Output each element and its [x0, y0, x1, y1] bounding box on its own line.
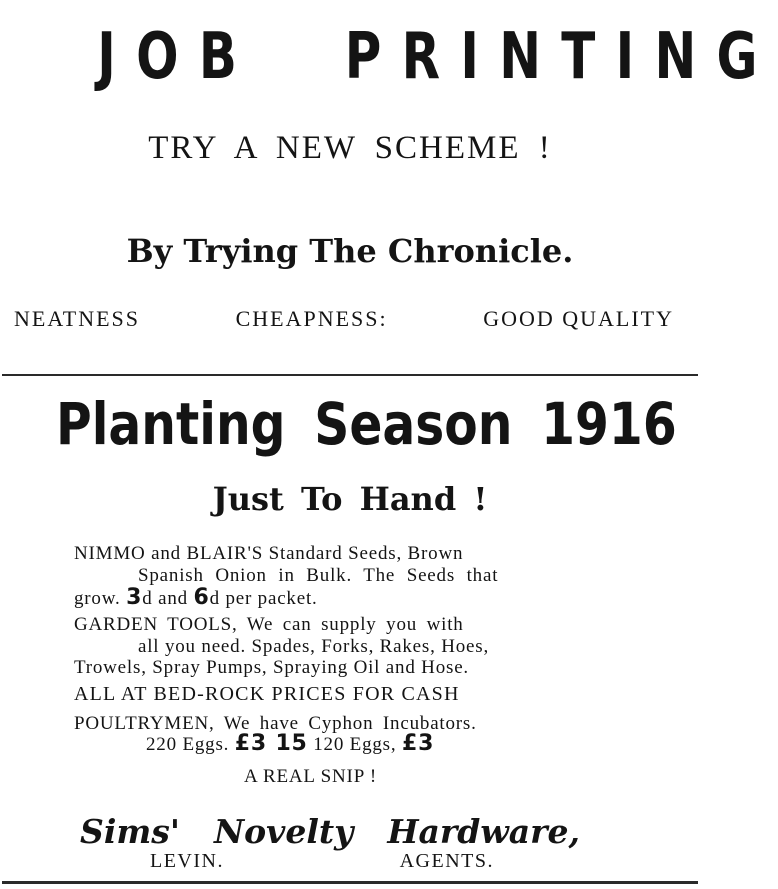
store-location: LEVIN. [150, 850, 224, 872]
store-name-word-1: Sims' [80, 812, 180, 851]
planting-season-heading: Planting Season 1916 [56, 390, 677, 458]
eggs-120-label: 120 Eggs, [313, 734, 397, 755]
store-location-row [150, 850, 494, 873]
store-name-word-3: Hardware, [387, 812, 580, 851]
section-divider [2, 374, 698, 376]
price-120-eggs: £3 [401, 731, 435, 756]
seeds-per-packet-text: d per packet. [209, 588, 318, 609]
new-scheme-tagline: TRY A NEW SCHEME ! [148, 130, 552, 166]
store-name [80, 812, 580, 851]
price-3d: 3 [126, 585, 143, 610]
quality-cheapness: CHEAPNESS: [235, 306, 388, 331]
eggs-220-label: 220 Eggs. [146, 734, 230, 755]
seeds-line-2: Spanish Onion in Bulk. The Seeds that [138, 565, 499, 586]
seeds-line-1: NIMMO and BLAIR'S Standard Seeds, Brown [74, 543, 464, 564]
poultry-line-1: POULTRYMEN, We have Cyphon Incubators. [74, 713, 477, 734]
just-to-hand-subtitle: Just To Hand ! [212, 480, 488, 518]
tools-line-1: GARDEN TOOLS, We can supply you with [74, 614, 464, 635]
poultry-line-2 [146, 733, 434, 756]
qualities-line [14, 306, 674, 332]
price-220-eggs: £3 15 [234, 731, 308, 756]
quality-neatness: NEATNESS [14, 306, 141, 331]
store-name-word-2: Novelty [213, 812, 354, 851]
seeds-line-3 [74, 587, 318, 610]
tools-line-2: all you need. Spades, Forks, Rakes, Hoes, [138, 636, 490, 657]
real-snip-line: A REAL SNIP ! [244, 766, 378, 787]
price-6d: 6 [193, 585, 210, 610]
bed-rock-prices-line: ALL AT BED-ROCK PRICES FOR CASH [74, 683, 460, 705]
seeds-and-text: d and [142, 588, 188, 609]
seeds-grow-text: grow. [74, 588, 121, 609]
chronicle-subtitle: By Trying The Chronicle. [126, 232, 574, 270]
job-printing-heading: JOB PRINTING [97, 20, 778, 94]
tools-line-3: Trowels, Spray Pumps, Spraying Oil and Hose. [74, 657, 469, 678]
bottom-border [2, 881, 698, 884]
quality-good: GOOD QUALITY [483, 306, 674, 331]
store-role: AGENTS. [399, 850, 494, 872]
